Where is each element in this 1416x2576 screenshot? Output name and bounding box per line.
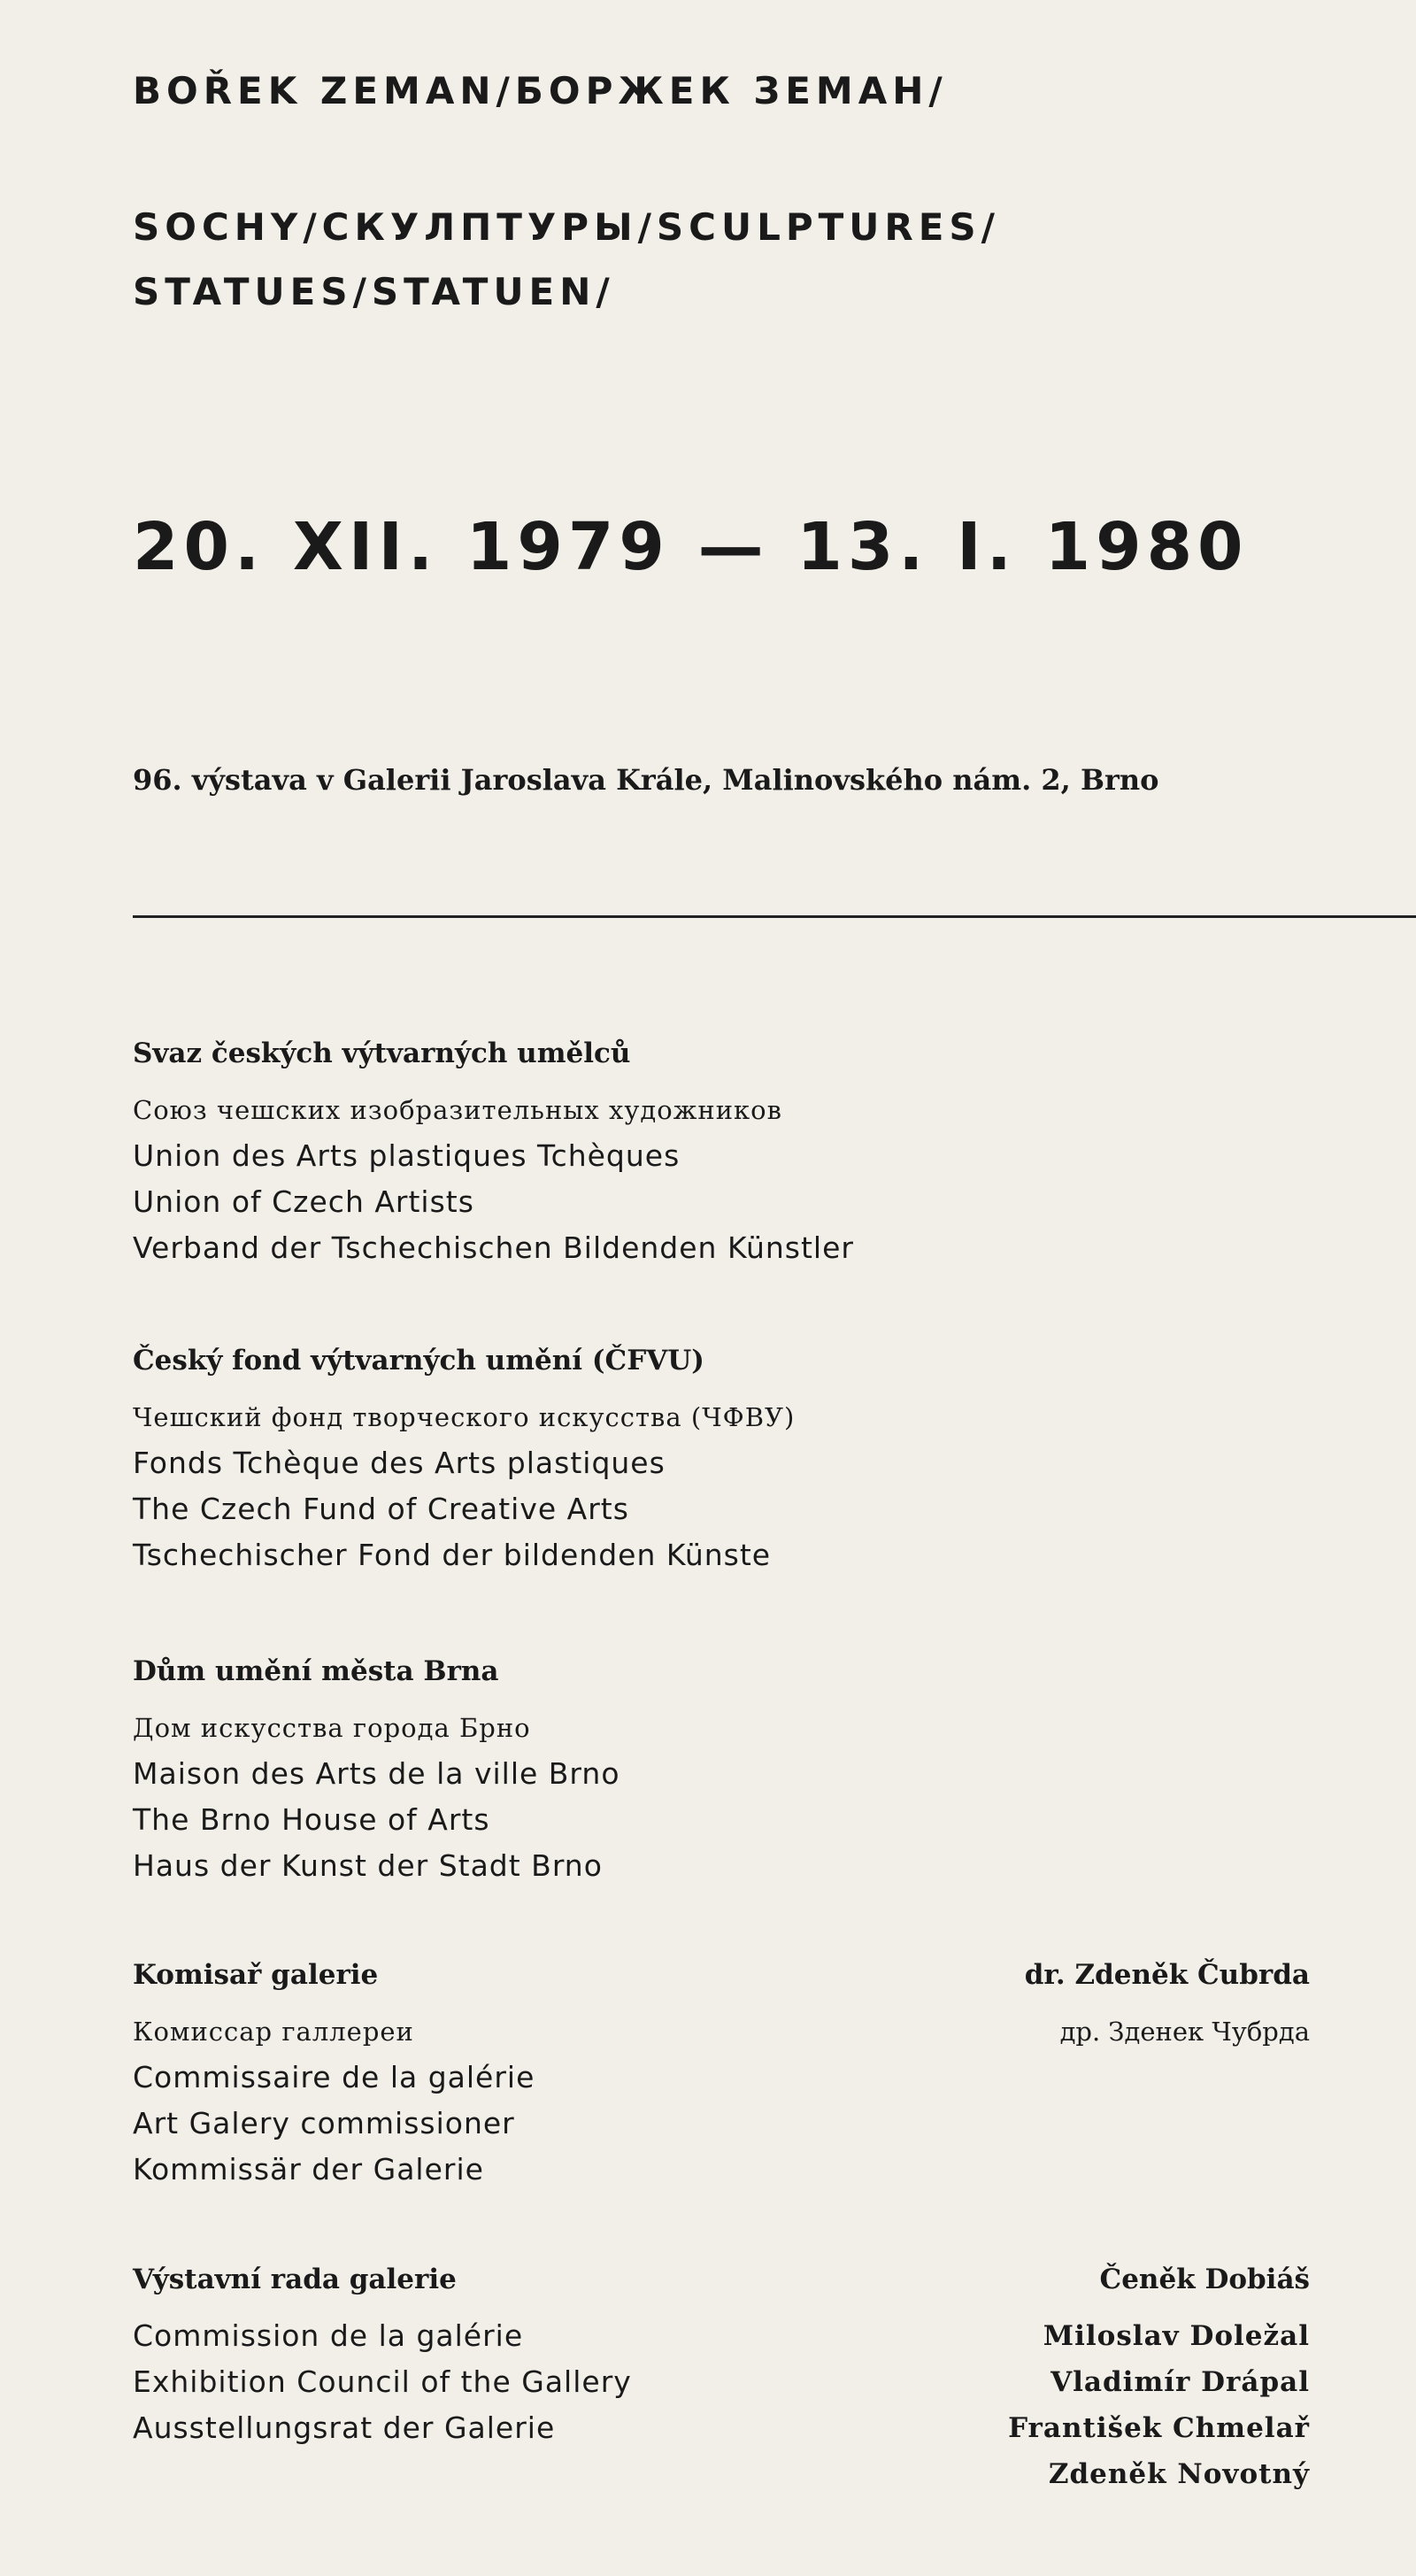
exhibition-title-line1: SOCHY/СКУЛПТУРЫ/SCULPTURES/ (133, 205, 1001, 249)
council-members (1008, 2262, 1310, 2497)
section-line-de: Haus der Kunst der Stadt Brno (133, 1848, 603, 1883)
council-member: Vladimír Drápal (1050, 2366, 1310, 2398)
section-line-de: Kommissär der Galerie (133, 2152, 484, 2187)
section-line-en: Exhibition Council of the Gallery (133, 2364, 632, 2399)
section-heading: Výstavní rada galerie (133, 2264, 457, 2295)
commissioner-names (1025, 1957, 1310, 2055)
section-line-en: Art Galery commissioner (133, 2106, 515, 2140)
section-heading: Český fond výtvarných umění (ČFVU) (133, 1345, 704, 1377)
section-line-ru: Союз чешских изобразительных художников (133, 1095, 782, 1125)
section-line-en: The Brno House of Arts (133, 1802, 490, 1837)
commissioner-name-ru: др. Зденек Чубрда (1059, 2017, 1310, 2047)
section-cfvu (133, 1343, 1283, 1578)
council-member: Zdeněk Novotný (1048, 2458, 1310, 2490)
section-line-en: The Czech Fund of Creative Arts (133, 1492, 629, 1526)
section-line-de: Ausstellungsrat der Galerie (133, 2410, 556, 2445)
section-line-ru: Комиссар галлереи (133, 2017, 414, 2047)
section-heading: Svaz českých výtvarných umělců (133, 1037, 631, 1069)
exhibition-dates: 20. XII. 1979 — 13. I. 1980 (133, 509, 1249, 585)
commissioner-name: dr. Zdeněk Čubrda (1024, 1959, 1310, 1991)
section-dum-umeni (133, 1654, 1283, 1889)
section-line-de: Tschechischer Fond der bildenden Künste (133, 1538, 772, 1572)
section-svaz (133, 1036, 1283, 1271)
section-line-fr: Fonds Tchèque des Arts plastiques (133, 1446, 666, 1480)
section-heading: Dům umění města Brna (133, 1655, 499, 1687)
section-komisar (133, 1957, 1310, 2193)
divider (133, 915, 1416, 918)
section-line-ru: Чешский фонд творческого искусства (ЧФВУ) (133, 1402, 796, 1432)
section-line-fr: Commissaire de la galérie (133, 2060, 535, 2094)
section-vystavni-rada (133, 2262, 1310, 2490)
council-member: František Chmelař (1008, 2412, 1310, 2444)
council-member: Čeněk Dobiáš (1099, 2264, 1310, 2295)
artist-name: BOŘEK ZEMAN/БОРЖЕК ЗЕМАН/ (133, 69, 948, 112)
section-line-fr: Union des Arts plastiques Tchèques (133, 1138, 681, 1173)
section-line-fr: Commission de la galérie (133, 2318, 524, 2353)
section-line-ru: Дом искусства города Брно (133, 1713, 531, 1743)
council-member: Miloslav Doležal (1043, 2320, 1310, 2352)
venue-line: 96. výstava v Galerii Jaroslava Krále, Malinovského nám. 2, Brno (133, 763, 1159, 797)
section-line-en: Union of Czech Artists (133, 1184, 474, 1219)
section-line-de: Verband der Tschechischen Bildenden Künstler (133, 1230, 854, 1265)
section-line-fr: Maison des Arts de la ville Brno (133, 1756, 620, 1791)
exhibition-title-line2: STATUES/STATUEN/ (133, 270, 615, 313)
section-heading: Komisař galerie (133, 1959, 379, 1991)
